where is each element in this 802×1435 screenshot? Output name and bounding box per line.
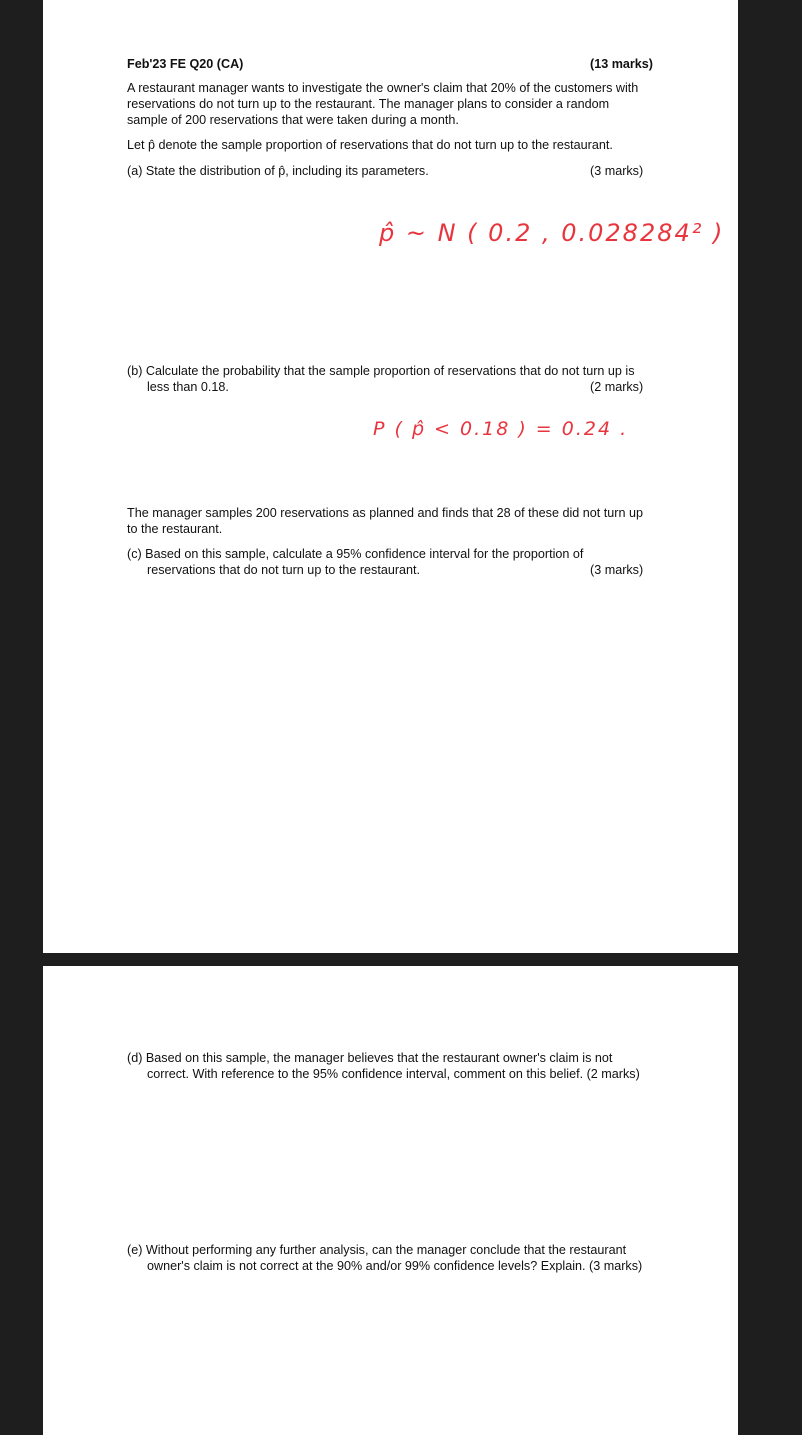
intro-line-2: reservations do not turn up to the restaurant. The manager plans to consider a random	[127, 97, 610, 111]
document-page-1	[43, 0, 738, 953]
sample-line-2: to the restaurant.	[127, 522, 223, 536]
sample-line-1: The manager samples 200 reservations as planned and finds that 28 of these did not turn up	[127, 506, 643, 520]
intro-line-3: sample of 200 reservations that were taken during a month.	[127, 113, 459, 127]
question-c-line-2: reservations that do not turn up to the restaurant.	[147, 563, 421, 577]
question-e-line-1: (e) Without performing any further analysis, can the manager conclude that the restaurant	[127, 1243, 627, 1257]
question-b-line-1: (b) Calculate the probability that the sample proportion of reservations that do not turn up is	[127, 364, 635, 378]
question-c-marks: (3 marks)	[590, 563, 644, 577]
document-page-2	[43, 966, 738, 1435]
intro-line-1: A restaurant manager wants to investigate the owner's claim that 20% of the customers with	[127, 81, 639, 95]
definition-line: Let p̂ denote the sample proportion of reservations that do not turn up to the restaurant.	[127, 138, 613, 152]
question-d-line-2: correct. With reference to the 95% confidence interval, comment on this belief. (2 marks)	[147, 1067, 640, 1081]
question-a-marks: (3 marks)	[590, 164, 644, 178]
question-b-line-2: less than 0.18.	[147, 380, 229, 394]
question-e-line-2: owner's claim is not correct at the 90% and/or 99% confidence levels? Explain. (3 marks)	[147, 1259, 643, 1273]
question-b-marks: (2 marks)	[590, 380, 644, 394]
handwritten-answer-a: p̂ ~ N ( 0.2 , 0.028284² )	[379, 219, 725, 247]
total-marks: (13 marks)	[590, 57, 654, 71]
question-header: Feb'23 FE Q20 (CA)	[127, 57, 244, 71]
question-c-line-1: (c) Based on this sample, calculate a 95% confidence interval for the proportion of	[127, 547, 584, 561]
handwritten-answer-b: P ( p̂ < 0.18 ) = 0.24 .	[373, 418, 629, 440]
question-d-line-1: (d) Based on this sample, the manager believes that the restaurant owner's claim is not	[127, 1051, 613, 1065]
question-a-text: (a) State the distribution of p̂, including its parameters.	[127, 164, 429, 178]
